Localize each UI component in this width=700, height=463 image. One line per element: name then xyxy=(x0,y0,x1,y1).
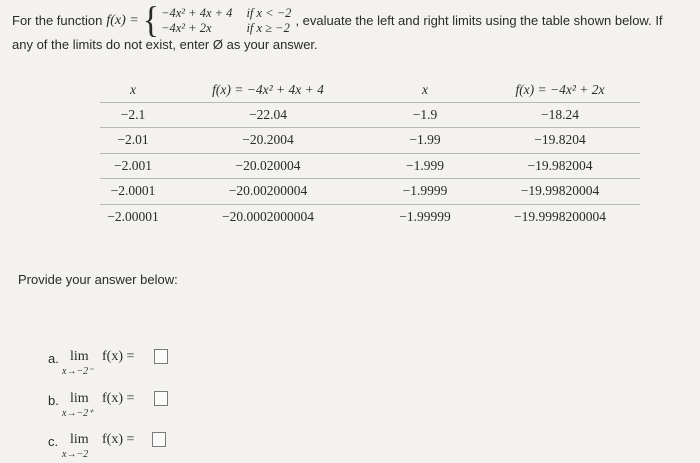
provide-answer-label: Provide your answer below: xyxy=(18,272,178,287)
limit-function: f(x) = xyxy=(102,432,135,447)
case-2-expr: −4x² + 2x xyxy=(161,21,212,35)
table-cell: −2.00001 xyxy=(100,204,166,230)
prompt-line2: any of the limits do not exist, enter Ø as your answer. xyxy=(12,37,318,52)
lim-subscript: x→−2⁺ xyxy=(62,408,94,419)
table-cell: −2.0001 xyxy=(100,179,166,205)
table-cell: −19.982004 xyxy=(480,153,640,179)
table-cell: −1.9999 xyxy=(370,179,480,205)
table-cell: −19.9998200004 xyxy=(480,204,640,230)
header-fx-left: f(x) = −4x² + 4x + 4 xyxy=(212,81,324,97)
case-2-cond: if x ≥ −2 xyxy=(246,21,290,35)
values-table xyxy=(100,78,640,230)
header-x-right: x xyxy=(422,81,428,97)
prompt-tail: , evaluate the left and right limits using the table shown below. If xyxy=(295,13,663,28)
table-header-row xyxy=(100,78,640,102)
answer-letter: a. xyxy=(48,351,59,366)
table-row xyxy=(100,128,640,154)
lim-operator: lim xyxy=(70,349,89,364)
table-row xyxy=(100,102,640,128)
limit-function: f(x) = xyxy=(102,391,135,406)
lim-operator: lim xyxy=(70,391,89,406)
table-cell: −22.04 xyxy=(166,102,370,128)
answer-c xyxy=(48,430,268,463)
piecewise-function xyxy=(142,0,292,41)
table-cell: −2.1 xyxy=(100,102,166,128)
table-cell: −1.999 xyxy=(370,153,480,179)
function-lhs: f(x) = xyxy=(106,13,139,28)
answer-a-input[interactable] xyxy=(154,349,168,364)
answer-letter: b. xyxy=(48,393,59,408)
answer-b xyxy=(48,389,268,429)
table-row xyxy=(100,179,640,205)
table-cell: −18.24 xyxy=(480,102,640,128)
table-cell: −2.01 xyxy=(100,128,166,154)
lim-subscript: x→−2 xyxy=(62,449,89,460)
table-cell: −1.99 xyxy=(370,128,480,154)
case-1-cond: if x < −2 xyxy=(246,6,292,20)
table-cell: −20.0002000004 xyxy=(166,204,370,230)
question-prompt xyxy=(12,0,696,53)
answer-b-input[interactable] xyxy=(154,391,168,406)
answer-c-input[interactable] xyxy=(152,432,166,447)
limit-function: f(x) = xyxy=(102,349,135,364)
table-cell: −19.99820004 xyxy=(480,179,640,205)
table-cell: −20.00200004 xyxy=(166,179,370,205)
table-cell: −19.8204 xyxy=(480,128,640,154)
answer-letter: c. xyxy=(48,434,59,449)
table-cell: −1.9 xyxy=(370,102,480,128)
lim-subscript: x→−2⁻ xyxy=(62,366,94,377)
table-row xyxy=(100,204,640,230)
table-row xyxy=(100,153,640,179)
case-1-expr: −4x² + 4x + 4 xyxy=(161,6,233,20)
table-cell: −2.001 xyxy=(100,153,166,179)
header-fx-right: f(x) = −4x² + 2x xyxy=(515,81,605,97)
answer-a xyxy=(48,347,268,387)
table-cell: −1.99999 xyxy=(370,204,480,230)
brace-symbol: { xyxy=(142,0,160,41)
lim-operator: lim xyxy=(70,432,89,447)
table-cell: −20.020004 xyxy=(166,153,370,179)
header-x-left: x xyxy=(130,81,136,97)
table-cell: −20.2004 xyxy=(166,128,370,154)
prompt-lead: For the function xyxy=(12,13,103,28)
